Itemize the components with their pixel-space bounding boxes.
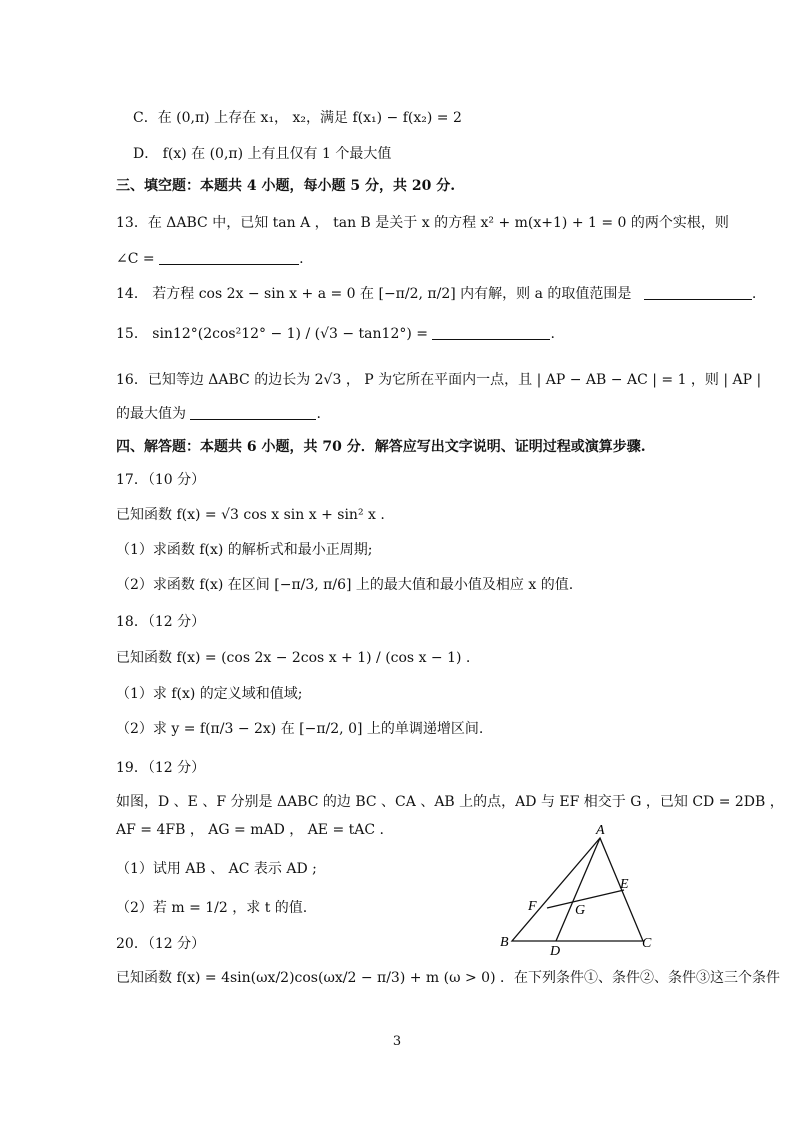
answer-blank-14 <box>644 285 752 300</box>
section-fill-in-title: 三、填空题：本题共 4 小题，每小题 5 分，共 20 分. <box>116 178 456 194</box>
question-18-part-2: （2）求 y = f(π/3 − 2x) 在 [−π/2, 0] 上的单调递增区间. <box>116 721 484 737</box>
option-d: D． f(x) 在 (0,π) 上有且仅有 1 个最大值 <box>133 146 392 162</box>
question-17-header: 17．（10 分） <box>116 472 206 488</box>
label-f: F <box>528 899 537 914</box>
question-16-label: 的最大值为 <box>116 406 186 422</box>
label-g: G <box>575 903 586 918</box>
segment-ad <box>556 838 600 941</box>
label-a: A <box>596 823 605 838</box>
question-18-part-1: （1）求 f(x) 的定义域和值域; <box>116 686 303 702</box>
page-number: 3 <box>392 1034 402 1049</box>
option-c: C．在 (0,π) 上存在 x₁， x₂，满足 f(x₁) − f(x₂) = 2 <box>133 110 462 126</box>
question-15: 15． sin12°(2cos²12° − 1) / (√3 − tan12°) = . <box>116 326 555 342</box>
label-d: D <box>550 944 561 956</box>
question-20-header: 20．（12 分） <box>116 936 206 952</box>
question-19-stem-1: 如图，D 、E 、F 分别是 ΔABC 的边 BC 、CA 、AB 上的点，AD 与 EF 相交于 G ，已知 CD = 2DB ， <box>116 794 784 810</box>
question-16-stem: 16．已知等边 ΔABC 的边长为 2√3 ， P 为它所在平面内一点，且 | AP − AB − AC | = 1 ，则 | AP | <box>116 372 762 388</box>
question-16-answer: 的最大值为 . <box>116 406 321 422</box>
question-19-stem-2: AF = 4FB ， AG = mAD ， AE = tAC . <box>116 822 385 838</box>
section-answer-title: 四、解答题：本题共 6 小题，共 70 分．解答应写出文字说明、证明过程或演算步骤. <box>116 439 646 455</box>
label-b: B <box>500 935 509 950</box>
question-14: 14． 若方程 cos 2x − sin x + a = 0 在 [−π/2, π/2] 内有解，则 a 的取值范围是 . <box>116 286 757 302</box>
label-c: C <box>642 936 652 951</box>
question-19-part-1: （1）试用 AB 、 AC 表示 AD ; <box>116 861 317 877</box>
question-13-stem: 13．在 ΔABC 中，已知 tan A ， tan B 是关于 x 的方程 x² + m(x+1) + 1 = 0 的两个实根，则 <box>116 215 729 231</box>
question-18-stem: 已知函数 f(x) = (cos 2x − 2cos x + 1) / (cos x − 1) . <box>116 650 471 666</box>
question-15-text: 15． sin12°(2cos²12° − 1) / (√3 − tan12°) = <box>116 326 428 342</box>
question-13-answer: ∠C = . <box>116 251 304 267</box>
question-14-text: 14． 若方程 cos 2x − sin x + a = 0 在 [−π/2, π/2] 内有解，则 a 的取值范围是 <box>116 286 632 302</box>
question-13-label: ∠C = <box>116 251 155 267</box>
question-17-part-1: （1）求函数 f(x) 的解析式和最小正周期; <box>116 542 373 558</box>
question-17-stem: 已知函数 f(x) = √3 cos x sin x + sin² x . <box>116 507 385 523</box>
answer-blank-13 <box>159 250 299 265</box>
answer-blank-15 <box>432 325 550 340</box>
question-19-part-2: （2）若 m = 1/2 ，求 t 的值. <box>116 900 308 916</box>
triangle-figure <box>495 822 675 956</box>
segment-fe <box>547 890 624 908</box>
question-18-header: 18．（12 分） <box>116 614 206 630</box>
question-19-header: 19．（12 分） <box>116 760 206 776</box>
label-e: E <box>620 877 629 892</box>
answer-blank-16 <box>190 405 316 420</box>
question-20-stem: 已知函数 f(x) = 4sin(ωx/2)cos(ωx/2 − π/3) + m (ω > 0) ．在下列条件①、条件②、条件③这三个条件 <box>116 970 780 986</box>
question-17-part-2: （2）求函数 f(x) 在区间 [−π/3, π/6] 上的最大值和最小值及相应 x 的值. <box>116 577 574 593</box>
